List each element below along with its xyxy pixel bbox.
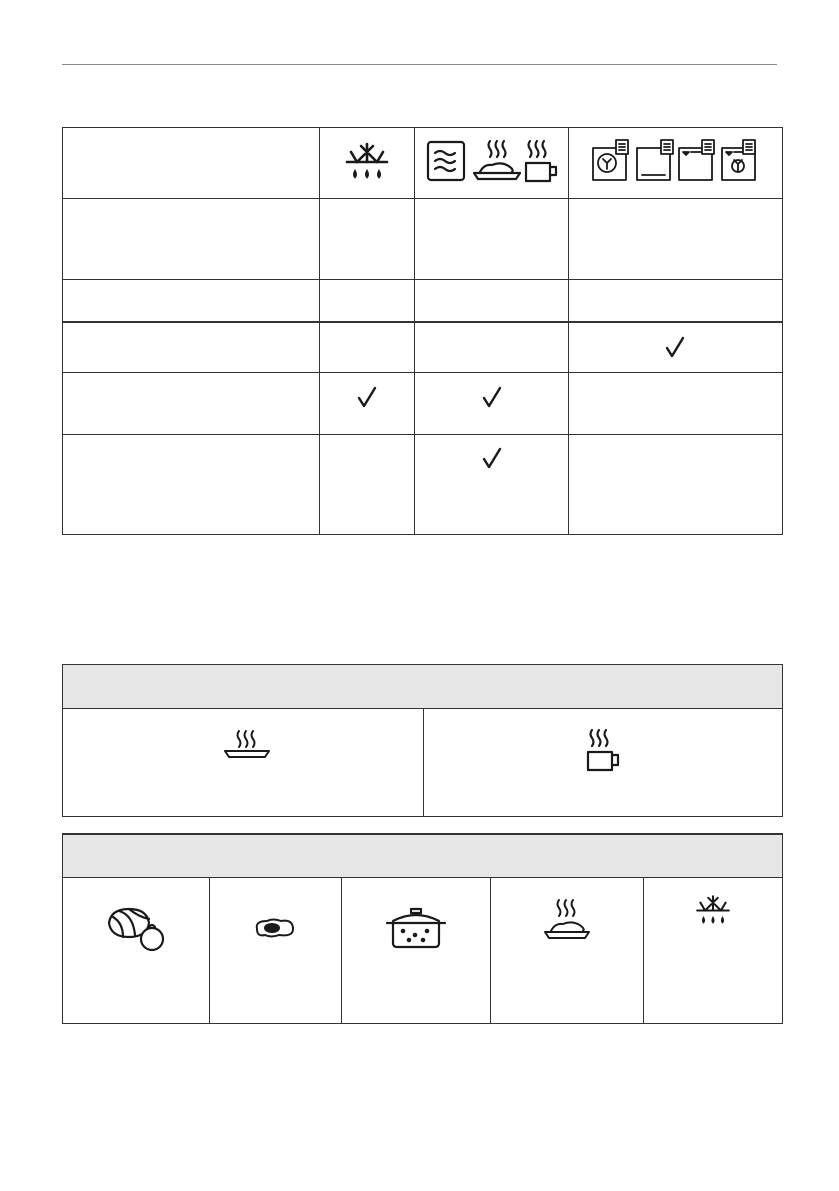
- oven-grill-icons: [591, 138, 757, 182]
- compat-table-divider: [414, 127, 415, 535]
- vegetables-icon: [105, 905, 165, 951]
- food-table-divider: [209, 878, 210, 1024]
- reheat-table-divider: [423, 709, 424, 817]
- food-table-divider: [341, 878, 342, 1024]
- header-rule: [62, 64, 777, 65]
- snowflake-thaw-icon: [694, 893, 732, 928]
- compat-table-row-line: [62, 372, 783, 373]
- food-table-divider: [490, 878, 491, 1024]
- fried-egg-icon: [253, 917, 297, 939]
- cup-steam-icon: [584, 728, 620, 772]
- snowflake-thaw-icon: [343, 140, 391, 184]
- compat-table-row-line: [62, 321, 783, 323]
- compat-table-row-line: [62, 279, 783, 280]
- pot-icon: [385, 907, 447, 949]
- check-mark: [482, 447, 502, 469]
- compat-table-divider: [319, 127, 320, 535]
- plate-steam-icon: [541, 898, 593, 942]
- compat-table-divider: [568, 127, 569, 535]
- compat-table-row-line: [62, 434, 783, 435]
- compat-row-label: [70, 205, 310, 225]
- compat-row-label: [70, 287, 310, 307]
- check-mark: [357, 386, 377, 408]
- compat-table-row-line: [62, 198, 783, 199]
- food-table-header: [62, 833, 783, 878]
- food-table-divider: [643, 878, 644, 1024]
- food-table-body: [62, 877, 783, 1024]
- compat-row-label: [70, 380, 310, 400]
- compat-row-label: [70, 442, 310, 462]
- check-mark: [482, 386, 502, 408]
- plate-steam-icon: [221, 729, 273, 761]
- check-mark: [665, 336, 685, 358]
- microwave-reheat-icons: [426, 139, 558, 183]
- compat-row-label: [70, 330, 310, 350]
- reheat-table-header: [62, 664, 783, 709]
